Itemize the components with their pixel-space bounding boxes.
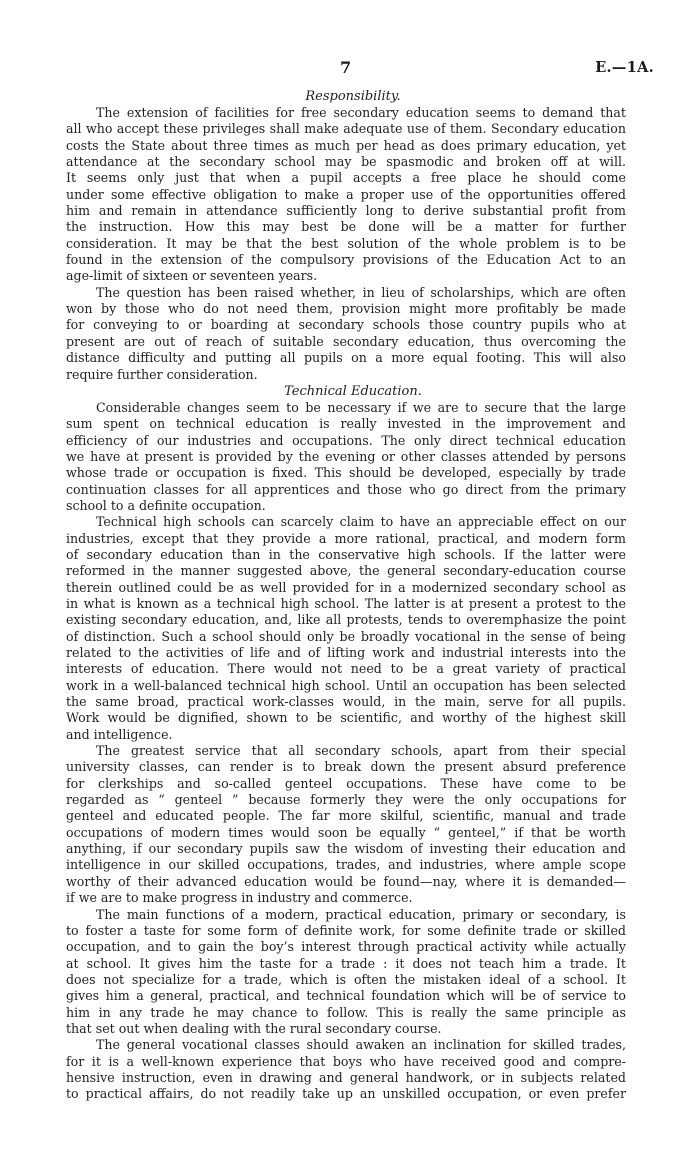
section-heading: Technical Education. [284,383,422,399]
paragraph [66,285,626,383]
text-line: we have at present is provided by the evening or other classes attended by persons [66,448,626,464]
text-line: related to the activities of life and of lifting work and industrial interests into the [66,645,626,660]
text-line: for it is a well-known experience that boys who have received good and compre- [66,1053,626,1069]
text-line: Work would be dignified, shown to be scientific, and worthy of the highest skill [66,710,626,726]
text-line: and intelligence. [66,726,173,742]
section-heading: Responsibility. [305,89,401,104]
text-line: existing secondary education, and, like all protests, tends to overemphasize the point [66,612,626,628]
text-line: to practical affairs, do not readily take up an unskilled occupation, or even prefer [66,1086,626,1102]
paragraph [66,1037,626,1102]
text-line: in what is known as a technical high school. The latter is at present a protest to the [66,595,626,611]
text-line: consideration. It may be that the best solution of the whole problem is to be [66,235,626,251]
paragraph [66,514,626,743]
text-line: attendance at the secondary school may be spasmodic and broken off at will. [66,154,626,170]
text-line: if we are to make progress in industry and commerce. [66,890,413,906]
paragraph [66,400,626,514]
document-reference: E.—1A. [595,59,654,76]
text-line: distance difficulty and putting all pupils on a more equal footing. This will also [66,350,626,366]
text-line: industries, except that they provide a more rational, practical, and modern form [66,530,626,546]
text-line: intelligence in our skilled occupations, trades, and industries, where ample scope [66,857,626,873]
text-line: the instruction. How this may best be done will be a matter for further [66,219,626,235]
text-line: therein outlined could be as well provided for in a modernized secondary school as [66,579,626,595]
text-line: that set out when dealing with the rural secondary course. [66,1020,442,1036]
text-line: for conveying to or boarding at secondary schools those country pupils who at [66,317,626,333]
text-line: The general vocational classes should awaken an inclination for skilled trades, [96,1037,626,1053]
text-line: him in any trade he may chance to follow. This is really the same principle as [66,1004,626,1020]
text-line: sum spent on technical education is really invested in the improvement and [66,416,626,432]
text-line: It seems only just that when a pupil accepts a free place he should come [66,170,626,186]
body-text [66,88,626,1103]
text-line: worthy of their advanced education would be found—nay, where it is demanded— [66,873,626,889]
text-line: of distinction. Such a school should only be broadly vocational in the sense of being [66,628,626,644]
text-line: regarded as “ genteel ” because formerly they were the only occupations for [66,792,626,808]
text-line: anything, if our secondary pupils saw the wisdom of investing their education and [66,841,626,857]
text-line: Technical high schools can scarcely claim to have an appreciable effect on our [96,514,626,530]
paragraph [66,105,626,285]
text-line: whose trade or occupation is fixed. This should be developed, especially by trade [66,465,626,481]
text-line: work in a well-balanced technical high school. Until an occupation has been selected [66,677,626,693]
text-line: The extension of facilities for free secondary education seems to demand that [96,105,626,120]
paragraph [66,743,626,906]
text-line: hensive instruction, even in drawing and general handwork, or in subjects related [66,1069,626,1085]
text-line: occupation, and to gain the boy’s interest through practical activity while actually [66,939,626,955]
text-line: age-limit of sixteen or seventeen years. [66,268,318,284]
text-line: to foster a taste for some form of definite work, for some definite trade or skilled [66,922,626,938]
text-line: university classes, can render is to break down the present absurd preference [66,759,626,775]
text-line: for clerkships and so-called genteel occupations. These have come to be [66,775,626,791]
text-line: does not specialize for a trade, which is often the mistaken ideal of a school. It [66,971,626,987]
text-line: school to a definite occupation. [66,497,266,513]
running-head [0,58,700,78]
text-line: under some effective obligation to make a proper use of the opportunities offered [66,186,626,202]
text-line: interests of education. There would not need to be a great variety of practical [66,661,626,677]
text-line: efficiency of our industries and occupations. The only direct technical education [66,432,626,448]
text-line: require further consideration. [66,366,258,382]
text-line: at school. It gives him the taste for a trade : it does not teach him a trade. It [66,955,626,971]
text-line: The main functions of a modern, practical education, primary or secondary, is [96,906,626,922]
text-line: reformed in the manner suggested above, the general secondary-education course [66,563,626,579]
text-line: The greatest service that all secondary schools, apart from their special [96,743,626,759]
text-line: found in the extension of the compulsory provisions of the Education Act to an [66,252,626,268]
text-line: costs the State about three times as much per head as does primary education, yet [66,137,626,153]
paragraph [66,907,626,1038]
text-line: The question has been raised whether, in lieu of scholarships, which are often [96,284,626,300]
text-line: of secondary education than in the conservative high schools. If the latter were [66,546,626,562]
text-line: Considerable changes seem to be necessary if we are to secure that the large [96,399,626,415]
page-number: 7 [340,58,352,77]
text-line: won by those who do not need them, provision might more profitably be made [66,301,626,317]
text-line: continuation classes for all apprentices and those who go direct from the primary [66,481,626,497]
text-line: him and remain in attendance sufficiently long to derive substantial profit from [66,203,626,219]
text-line: genteel and educated people. The far more skilful, scientific, manual and trade [66,808,626,824]
text-line: present are out of reach of suitable secondary education, thus overcoming the [66,333,626,349]
text-line: all who accept these privileges shall make adequate use of them. Secondary education [66,121,626,137]
text-line: occupations of modern times would soon be equally “ genteel,” if that be worth [66,824,626,840]
text-line: the same broad, practical work-classes would, in the main, serve for all pupils. [66,694,626,710]
text-line: gives him a general, practical, and technical foundation which will be of service to [66,988,626,1004]
